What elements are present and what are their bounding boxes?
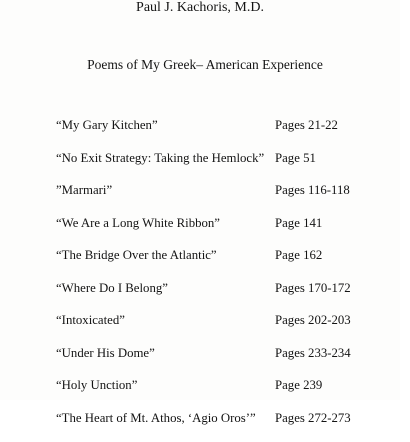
poem-pages: Page 51 <box>275 150 316 166</box>
poem-pages: Pages 272-273 <box>275 410 351 426</box>
poem-title: ”Marmari” <box>56 182 112 198</box>
poem-entry <box>56 150 400 183</box>
collection-title: Poems of My Greek– American Experience <box>0 57 410 73</box>
poem-list <box>56 117 400 442</box>
poem-title: “My Gary Kitchen” <box>56 117 158 133</box>
poem-title: “Intoxicated” <box>56 312 125 328</box>
poem-entry <box>56 410 400 442</box>
poem-title: “The Bridge Over the Atlantic” <box>56 247 217 263</box>
poem-pages: Pages 202-203 <box>275 312 351 328</box>
poem-entry <box>56 345 400 378</box>
poem-title: “No Exit Strategy: Taking the Hemlock” <box>56 150 264 166</box>
author-name: Paul J. Kachoris, M.D. <box>0 0 400 16</box>
poem-pages: Pages 21-22 <box>275 117 338 133</box>
poem-pages: Pages 170-172 <box>275 280 351 296</box>
poem-entry <box>56 182 400 215</box>
poem-title: “Where Do I Belong” <box>56 280 168 296</box>
poem-title: “We Are a Long White Ribbon” <box>56 215 220 231</box>
poem-entry <box>56 377 400 410</box>
poem-pages: Page 239 <box>275 377 322 393</box>
poem-pages: Pages 233-234 <box>275 345 351 361</box>
poem-title: “Holy Unction” <box>56 377 137 393</box>
poem-pages: Page 162 <box>275 247 322 263</box>
poem-entry <box>56 247 400 280</box>
poem-entry <box>56 117 400 150</box>
poem-entry <box>56 312 400 345</box>
poem-pages: Page 141 <box>275 215 322 231</box>
poem-title: “The Heart of Mt. Athos, ‘Agio Oros’” <box>56 410 256 426</box>
poem-entry <box>56 215 400 248</box>
poem-pages: Pages 116-118 <box>275 182 350 198</box>
poem-entry <box>56 280 400 313</box>
poem-title: “Under His Dome” <box>56 345 155 361</box>
